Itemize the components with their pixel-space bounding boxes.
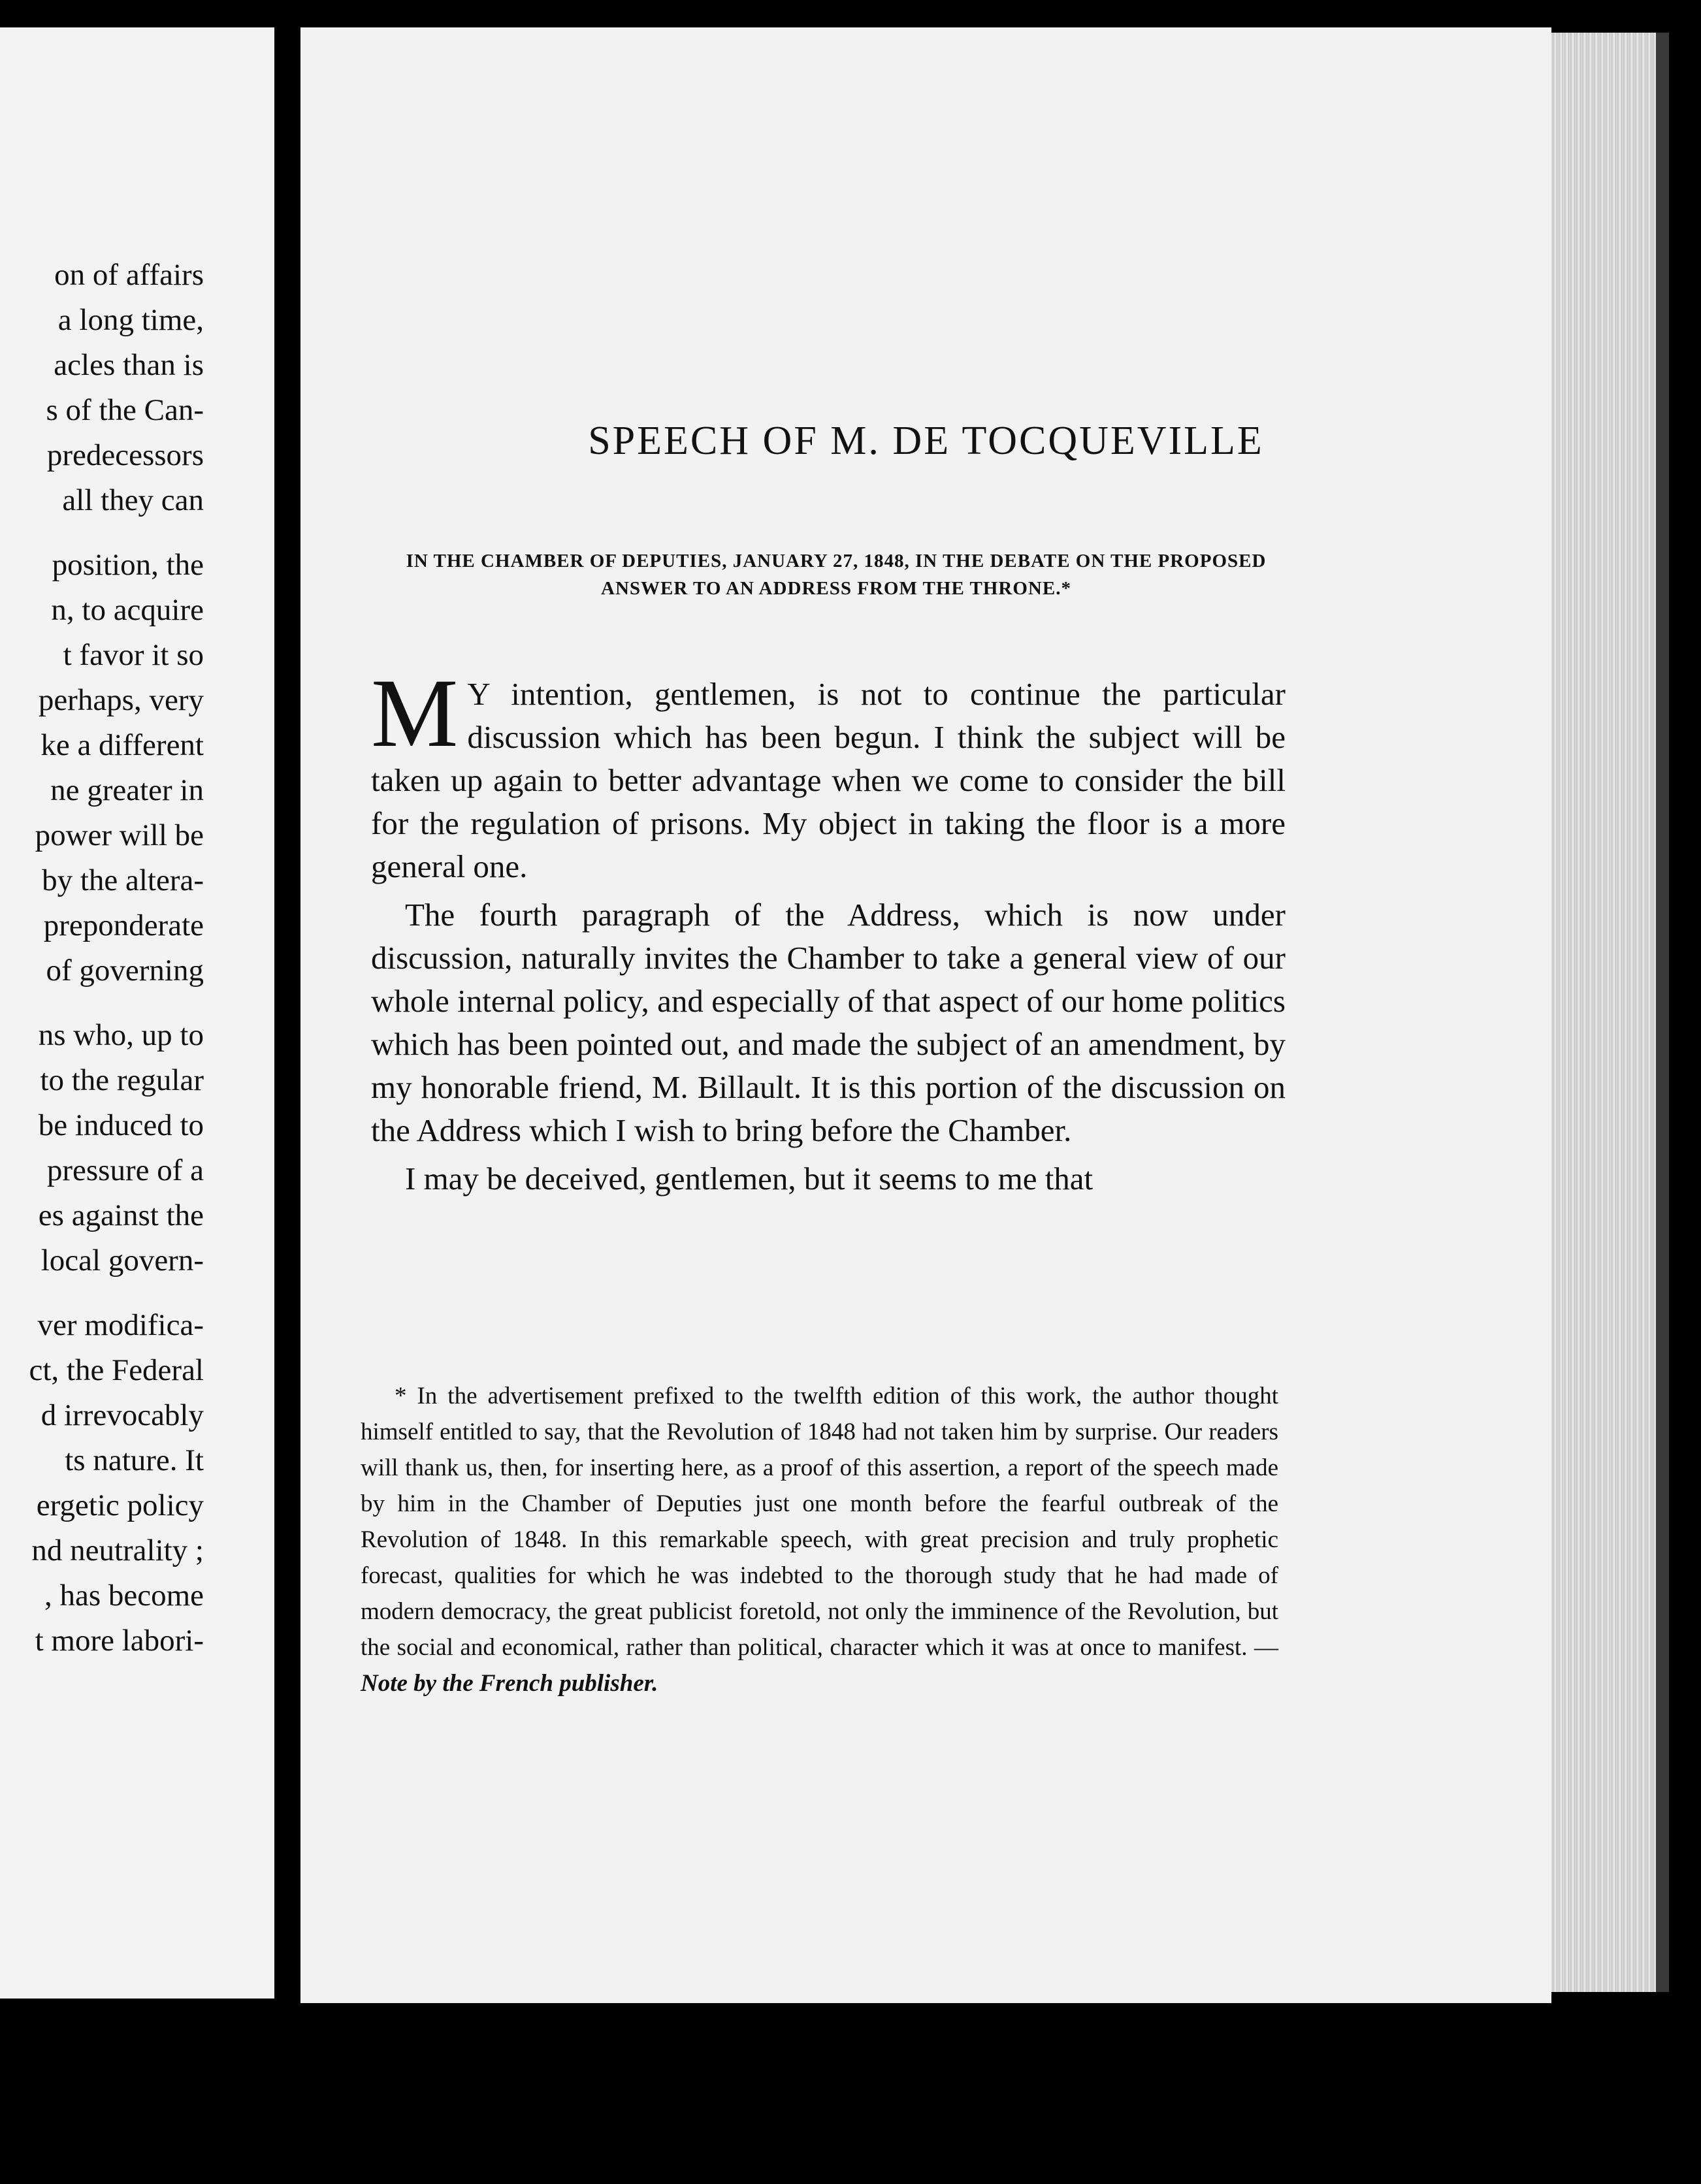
left-page-line: a long time, [57, 303, 204, 337]
drop-cap: M [371, 659, 459, 767]
left-page-line: acles than is [54, 348, 204, 382]
footnote [361, 1378, 1278, 1701]
left-page-line: be induced to [38, 1108, 204, 1142]
left-page-line: predecessors [46, 438, 204, 472]
left-page [0, 27, 274, 1999]
page-edge-shadow [1656, 33, 1669, 1992]
left-page-line: of governing [46, 954, 204, 988]
page-title: SPEECH OF M. DE TOCQUEVILLE [588, 419, 1264, 463]
left-page-line: nd neutrality ; [31, 1534, 204, 1567]
left-page-line: ke a different [40, 728, 204, 762]
left-page-line: n, to acquire [51, 593, 204, 627]
left-page-line: pressure of a [46, 1153, 204, 1187]
footnote-text: * In the advertisement prefixed to the twelfth edition of this work, the author thought himself entitled to say, that the Revolution of 1848 had not taken him by surprise. Our readers will thank us, then, for inserting here, as a proof of this assertion, a report of the speech made by him in the Chamber of Deputies just one month before the fearful outbreak of the Revolution of 1848. In this remarkable speech, with great precision and truly prophetic forecast, qualities for which he was indebted to the thorough study that he had made of modern democracy, the great publicist foretold, not only the imminence of the Revolution, but the social and economical, rather than political, character which it was at once to manifest. — [361, 1383, 1278, 1661]
left-page-line: all they can [62, 483, 204, 517]
footnote-attribution: Note by the French publisher. [361, 1670, 658, 1697]
subtitle: IN THE CHAMBER OF DEPUTIES, JANUARY 27, 1848, IN THE DEBATE ON THE PROPOSED ANSWER TO AN ADDRESS FROM THE THRONE.* [406, 551, 1267, 599]
left-page-line: ct, the Federal [29, 1353, 204, 1387]
left-page-line: ne greater in [50, 773, 204, 807]
paragraph-gap [0, 1283, 204, 1303]
left-page-line: t favor it so [63, 638, 204, 672]
left-page-line: es against the [38, 1198, 204, 1232]
left-page-line: by the altera- [42, 863, 204, 897]
paragraph-1 [371, 659, 1286, 888]
left-page-line: ver modifica- [37, 1308, 204, 1342]
left-page-line: s of the Can- [46, 393, 204, 427]
left-page-line: , has become [44, 1579, 204, 1613]
left-page-line: power will be [35, 818, 204, 852]
left-page-line: position, the [52, 548, 204, 582]
left-page-line: d irrevocably [40, 1398, 204, 1432]
left-page-line: to the regular [40, 1063, 204, 1097]
left-page-line: on of affairs [54, 258, 204, 292]
paragraph-3: I may be deceived, gentlemen, but it seems to me that [405, 1161, 1094, 1196]
page-edges [1551, 33, 1656, 1992]
left-page-line: ns who, up to [38, 1018, 204, 1052]
paragraph-2: The fourth paragraph of the Address, which is now under discussion, naturally invites the Chamber to take a general view of our whole internal policy, and especially of that aspect of our home politics which has been pointed out, and made the subject of an amendment, by my honorable friend, M. Billault. It is this portion of the discussion on the Address which I wish to bring before the Chamber. [371, 897, 1286, 1148]
body-text [371, 659, 1286, 1200]
left-page-line: ts nature. It [65, 1443, 204, 1477]
paragraph-gap [0, 993, 204, 1013]
paragraph-1-text: Y intention, gentlemen, is not to continue the particular discussion which has been begun. I think the subject will be taken up again to better advantage when we come to consider the bill for the regulation of prisons. My object in taking the floor is a more general one. [371, 676, 1286, 884]
left-page-text [0, 253, 204, 1663]
left-page-line: perhaps, very [38, 683, 204, 717]
left-page-line: t more labori- [35, 1624, 204, 1658]
book-gutter [274, 0, 300, 2184]
paragraph-gap [0, 523, 204, 543]
left-page-line: ergetic policy [36, 1488, 204, 1522]
left-page-line: preponderate [43, 908, 204, 942]
left-page-line: local govern- [40, 1244, 204, 1277]
